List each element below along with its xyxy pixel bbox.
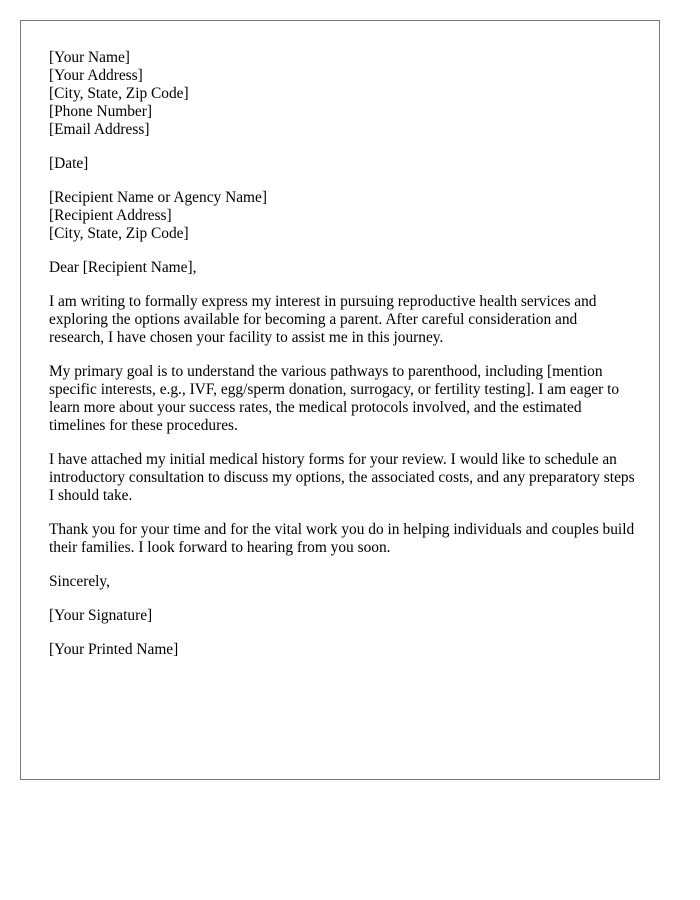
body-paragraph-3: I have attached my initial medical history forms for your review. I would like to schedule an introductory consultation to discuss my options, the associated costs, and any preparatory steps I should take.	[49, 451, 635, 504]
sender-address: [Your Address]	[49, 67, 143, 84]
recipient-block	[49, 189, 635, 243]
sender-phone: [Phone Number]	[49, 103, 153, 120]
letter-body	[49, 49, 635, 675]
body-paragraph-2: My primary goal is to understand the various pathways to parenthood, including [mention specific interests, e.g., IVF, egg/sperm donation, surrogacy, or fertility testing]. I am eager to learn more about your success rates, the medical protocols involved, and the estimated timelines for these procedures.	[49, 363, 620, 434]
sender-block	[49, 49, 635, 139]
body-paragraph-1: I am writing to formally express my interest in pursuing reproductive health services and exploring the options available for becoming a parent. After careful consideration and research, I have chosen your facility to assist me in this journey.	[49, 293, 597, 346]
body-paragraph-4: Thank you for your time and for the vital work you do in helping individuals and couples build their families. I look forward to hearing from you soon.	[49, 521, 635, 556]
sender-city-state-zip: [City, State, Zip Code]	[49, 85, 189, 102]
sender-name: [Your Name]	[49, 49, 130, 66]
recipient-city-state-zip: [City, State, Zip Code]	[49, 225, 189, 242]
closing: Sincerely,	[49, 573, 110, 590]
salutation: Dear [Recipient Name],	[49, 259, 197, 276]
letter-page	[20, 20, 660, 780]
printed-name: [Your Printed Name]	[49, 641, 179, 658]
signature-placeholder: [Your Signature]	[49, 607, 153, 624]
date-block	[49, 155, 635, 173]
recipient-name: [Recipient Name or Agency Name]	[49, 189, 267, 206]
recipient-address: [Recipient Address]	[49, 207, 172, 224]
sender-email: [Email Address]	[49, 121, 150, 138]
letter-date: [Date]	[49, 155, 89, 172]
